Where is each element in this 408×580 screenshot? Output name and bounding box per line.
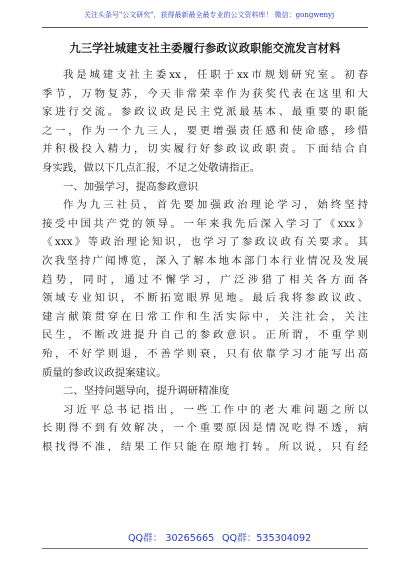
body-line: 接受中国共产党的领导。一年来我先后深入学习了《xxx》 (42, 217, 368, 230)
body-line: 家进行交流。参政议政是民主党派最基本、最重要的职能 (42, 106, 368, 119)
document-title: 九三学社城建支社主委履行参政议政职能交流发言材料 (69, 41, 341, 55)
body-line: 建言献策贯穿在日常工作和生活实际中，关注社会，关注 (42, 310, 368, 323)
body-line: 殆，不好学则退，不善学则衰，只有依靠学习才能写出高 (42, 347, 368, 360)
body-line: 一、加强学习，提高参政意识 (63, 180, 199, 193)
footer-qq-group-1: QQ群： 30265665 (128, 533, 215, 544)
body-line: 季节，万物复苏，今天非常荣幸作为获奖代表在这里和大 (42, 87, 368, 100)
body-line: 《xxx》等政治理论知识，也学习了参政议政有关要求。其 (42, 236, 368, 249)
body-line: 我是城建支社主委xx，任职于xx市规划研究室。初春 (63, 69, 368, 81)
body-line: 之一，作为一个九三人，要更增强责任感和使命感，珍惜 (42, 124, 368, 137)
body-line: 二、坚持问题导向，提升调研精准度 (63, 385, 230, 398)
body-line: 领域专业知识，不断拓宽眼界见地。最后我将参政议政、 (42, 292, 368, 305)
footer-divider (42, 548, 368, 549)
body-line: 趋势，同时，通过不懈学习，广泛涉猎了相关各方面各 (42, 273, 368, 286)
document-body (42, 66, 368, 456)
body-line: 身实践，做以下几点汇报，不足之处敬请指正。 (42, 161, 261, 174)
header-divider (42, 27, 368, 28)
header-banner: 关注头条号"公文研究"，获得最新最全最专业的公文资料库！ 微信：gongwenyj (84, 11, 335, 19)
footer-qq-group-2: QQ群：535304092 (222, 533, 312, 544)
body-line: 次我坚持广闻博览，深入了解本地本部门本行业情况及发展 (42, 254, 368, 267)
body-line: 并积极投入精力，切实履行好参政议政职责。下面结合自 (42, 143, 368, 156)
body-line: 长期得不到有效解决，一个重要原因是情况吃得不透，病 (42, 422, 368, 435)
body-line: 民生，不断改进提升自己的参政意识。正所谓，不重学则 (42, 329, 368, 342)
body-line: 质量的参政议政提案建议。 (42, 366, 167, 379)
body-line: 习近平总书记指出，一些工作中的老大难问题之所以 (63, 403, 368, 416)
body-line: 根找得不准，结果工作只能在原地打转。所以说，只有经 (42, 440, 368, 453)
body-line: 作为九三社员，首先要加强政治理论学习，始终坚持 (63, 199, 368, 212)
